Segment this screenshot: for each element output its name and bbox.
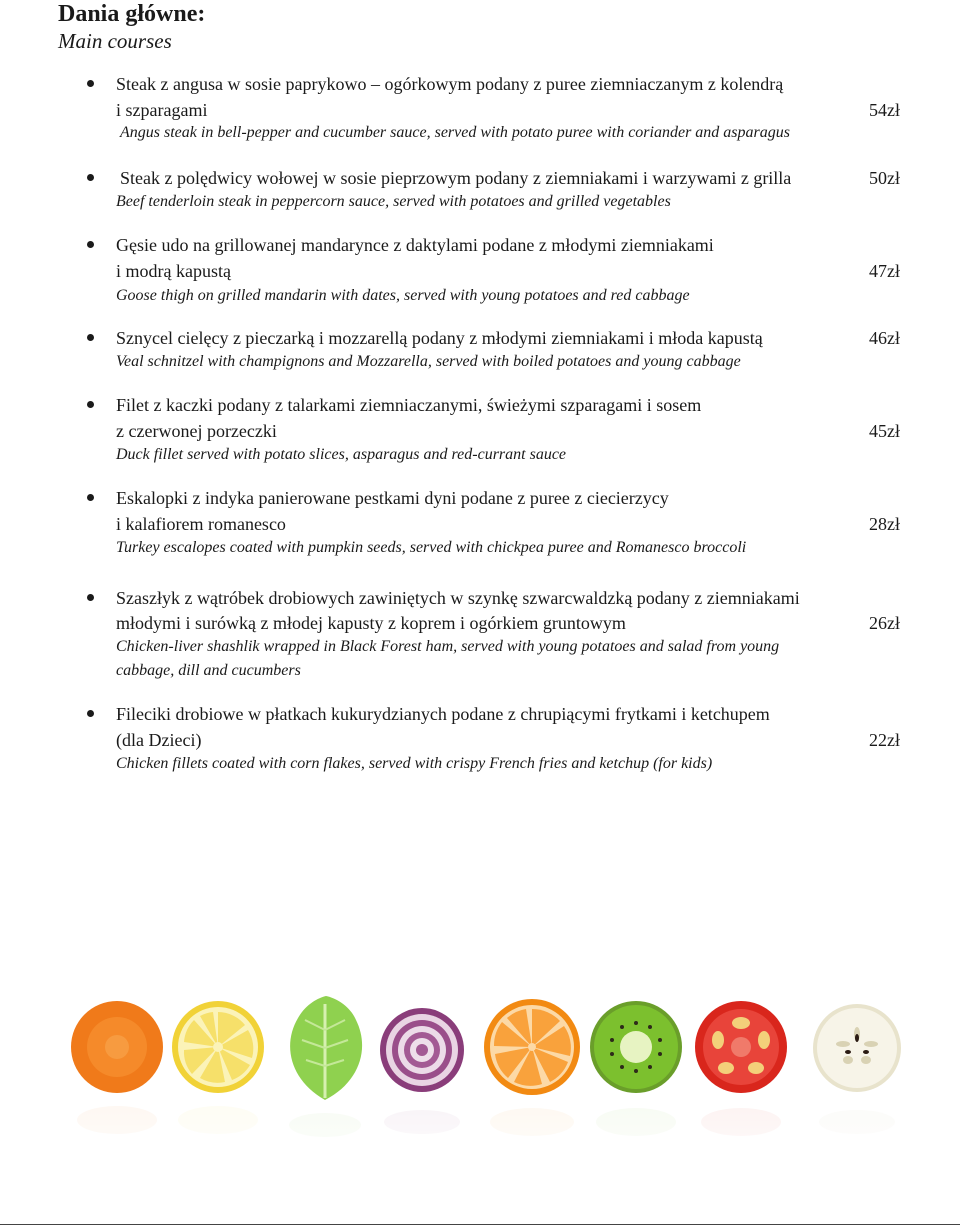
bullet-icon: [87, 710, 94, 717]
bullet-icon: [87, 401, 94, 408]
menu-header: [58, 0, 205, 54]
dish-name-en: Chicken-liver shashlik wrapped in Black Forest ham, served with young potatoes and salad from young: [116, 638, 780, 655]
dish-name-en: Angus steak in bell-pepper and cucumber sauce, served with potato puree with coriander and asparagus: [120, 124, 790, 141]
bullet-icon: [87, 334, 94, 341]
dish-name-pl: z czerwonej porzeczki: [116, 421, 277, 441]
dish-price: 28zł: [869, 514, 900, 534]
bullet-icon: [87, 494, 94, 501]
dish-name-pl: Steak z polędwicy wołowej w sosie pieprzowym podany z ziemniakami i warzywami z grilla: [120, 168, 792, 188]
bullet-icon: [87, 594, 94, 601]
dish-price: 22zł: [869, 730, 900, 750]
page-bottom-rule: [0, 1224, 960, 1225]
dish-name-pl: Gęsie udo na grillowanej mandarynce z daktylami podane z młodymi ziemniakami: [116, 235, 714, 255]
dish-name-pl: Sznycel cielęcy z pieczarką i mozzarellą podany z młodymi ziemniakami i młoda kapustą: [116, 328, 763, 348]
dish-name-pl: Steak z angusa w sosie paprykowo – ogórkowym podany z puree ziemniaczanym z kolendrą: [116, 74, 784, 94]
dish-price: 50zł: [869, 168, 900, 188]
dish-name-pl: i modrą kapustą: [116, 261, 231, 281]
dish-name-en: Turkey escalopes coated with pumpkin seeds, served with chickpea puree and Romanesco broccoli: [116, 539, 747, 556]
dish-name-en: Chicken fillets coated with corn flakes, served with crispy French fries and ketchup (for kids): [116, 755, 713, 772]
dish-name-en: Duck fillet served with potato slices, asparagus and red-currant sauce: [116, 446, 567, 463]
dish-price: 47zł: [869, 261, 900, 281]
dish-price: 26zł: [869, 613, 900, 633]
dish-name-pl: i szparagami: [116, 100, 208, 120]
dish-name-pl: młodymi i surówką z młodej kapusty z koprem i ogórkiem gruntowym: [116, 613, 626, 633]
dish-name-en: cabbage, dill and cucumbers: [116, 662, 301, 679]
dish-name-en: Goose thigh on grilled mandarin with dates, served with young potatoes and red cabbage: [116, 287, 690, 304]
dish-price: 45zł: [869, 421, 900, 441]
dish-name-pl: (dla Dzieci): [116, 730, 202, 750]
dish-name-pl: i kalafiorem romanesco: [116, 514, 286, 534]
dish-price: 46zł: [869, 328, 900, 348]
dish-name-pl: Fileciki drobiowe w płatkach kukurydzianych podane z chrupiącymi frytkami i ketchupem: [116, 704, 770, 724]
produce-slices-svg: [0, 990, 960, 1190]
dish-name-pl: Eskalopki z indyka panierowane pestkami dyni podane z puree z ciecierzycy: [116, 488, 669, 508]
bullet-icon: [87, 241, 94, 248]
produce-slices-decoration: [0, 990, 960, 1190]
dish-name-pl: Szaszłyk z wątróbek drobiowych zawiniętych w szynkę szwarcwaldzką podany z ziemniakami: [116, 588, 800, 608]
dish-name-pl: Filet z kaczki podany z talarkami ziemniaczanymi, świeżymi szparagami i sosem: [116, 395, 702, 415]
dish-name-en: Veal schnitzel with champignons and Mozzarella, served with boiled potatoes and young cabbage: [116, 353, 741, 370]
page-subtitle: Main courses: [58, 29, 172, 53]
bullet-icon: [87, 174, 94, 181]
dish-price: 54zł: [869, 100, 900, 120]
dish-name-en: Beef tenderloin steak in peppercorn sauce, served with potatoes and grilled vegetables: [116, 193, 671, 210]
bullet-icon: [87, 80, 94, 87]
page-title: Dania główne:: [58, 1, 206, 27]
